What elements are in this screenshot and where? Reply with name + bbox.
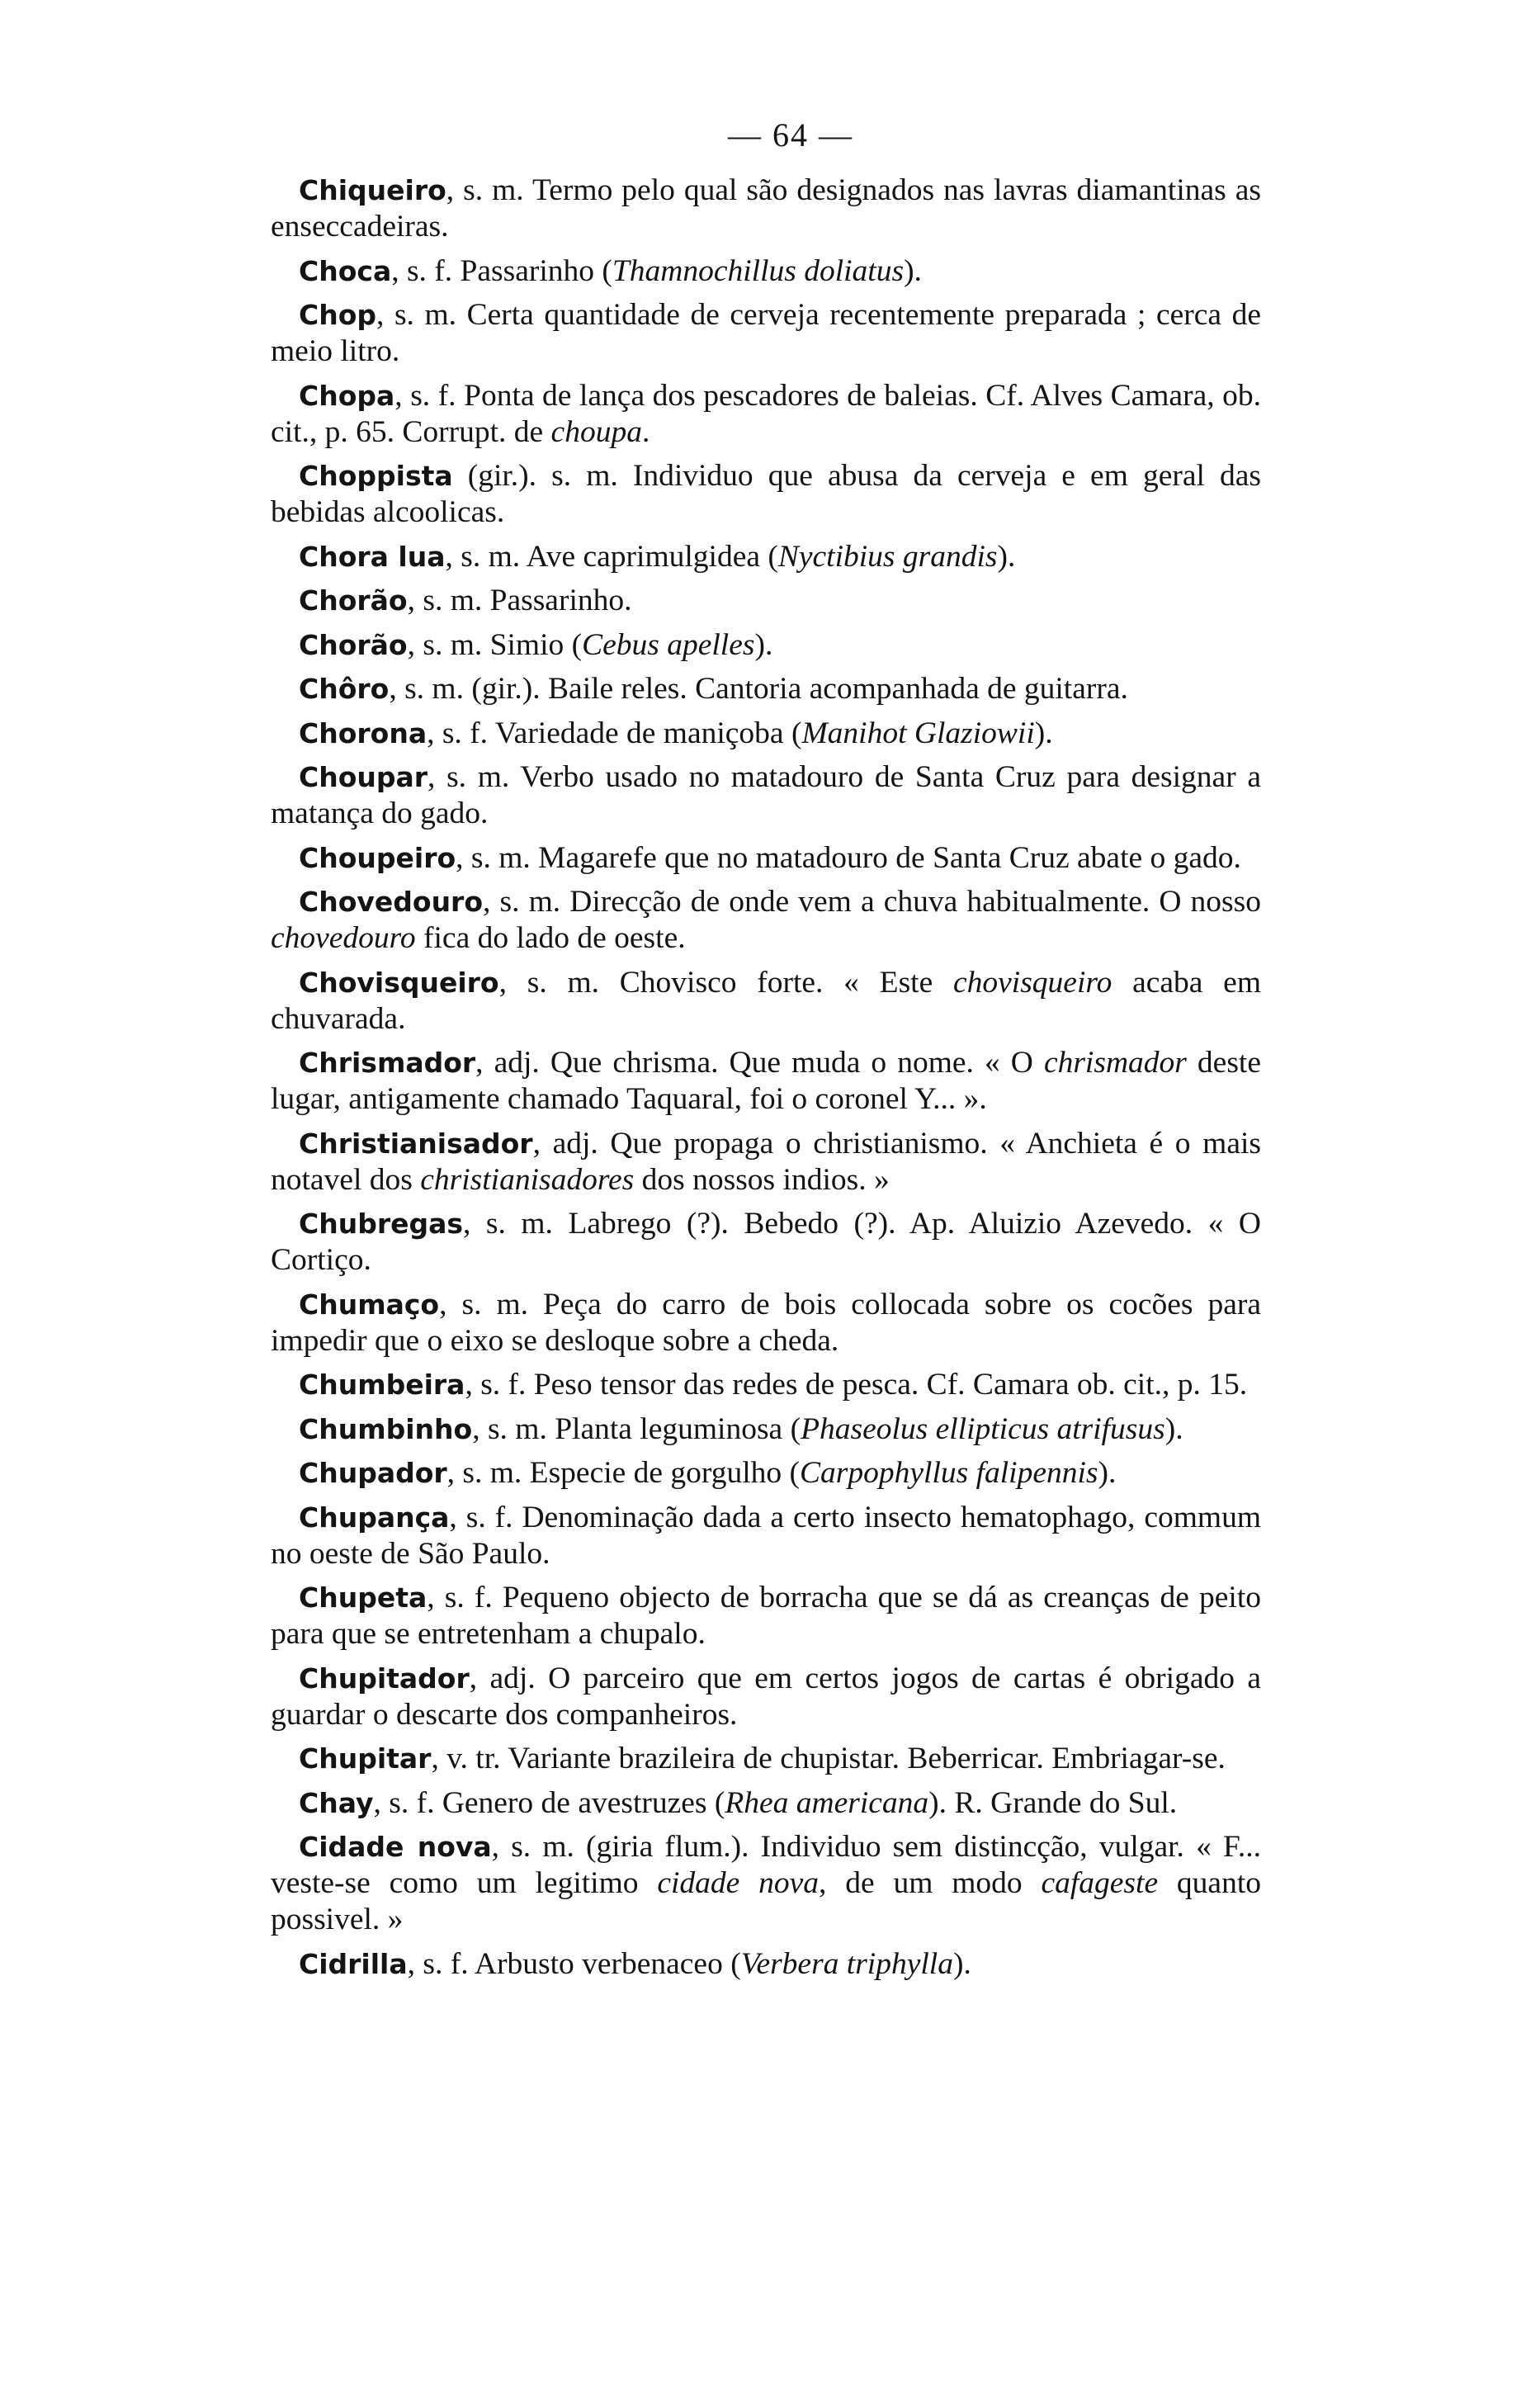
entry-text: fica do lado de oeste.	[415, 921, 686, 955]
entry-italic-text: Cebus apelles	[582, 627, 755, 662]
entry-text: ). R. Grande do Sul.	[928, 1785, 1178, 1820]
entry-text: ).	[754, 627, 773, 662]
entry-italic-text: Verbera triphylla	[740, 1946, 953, 1981]
entry-headword: Christianisador	[299, 1127, 533, 1160]
dictionary-entry	[271, 1829, 1261, 1938]
dictionary-entry	[271, 173, 1261, 245]
dictionary-entry	[271, 378, 1261, 451]
entry-text: acaba em chuvarada.	[271, 965, 1261, 1036]
dictionary-entry	[271, 1785, 1261, 1822]
entry-text: .	[641, 414, 650, 449]
entry-text: , s. m. Direcção de onde vem a chuva habitualmente. O nosso	[483, 885, 1261, 919]
dictionary-entry	[271, 627, 1261, 664]
entry-text: ).	[997, 539, 1016, 574]
entry-italic-text: Nyctibius grandis	[777, 539, 998, 574]
dictionary-entry	[271, 1287, 1261, 1359]
entry-text: ).	[952, 1946, 971, 1981]
entry-text: , s. m. Passarinho.	[407, 584, 632, 617]
entry-headword: Chupeta	[299, 1581, 428, 1614]
entry-text: , s. f. Peso tensor das redes de pesca. Cf. Camara ob. cit., p. 15.	[465, 1368, 1248, 1402]
entry-text: , s. f. Passarinho (	[391, 253, 612, 288]
entry-text: ).	[1034, 716, 1053, 750]
entry-italic-text: Carpophyllus falipennis	[800, 1456, 1098, 1490]
page-number: — 64 —	[728, 116, 853, 154]
entry-list	[271, 173, 1261, 1983]
entry-text: quanto possivel. »	[271, 1866, 1261, 1936]
entry-headword: Chorona	[299, 716, 428, 749]
entry-text: deste lugar, antigamente chamado Taquaral, foi o coronel Y... ».	[271, 1046, 1261, 1116]
entry-italic-text: chovedouro	[271, 921, 416, 955]
dictionary-entry	[271, 458, 1261, 531]
entry-text: , s. f. Denominação dada a certo insecto hematophago, commum no oeste de São Paulo.	[271, 1500, 1261, 1571]
entry-headword: Chupança	[299, 1501, 450, 1534]
entry-text: (gir.). s. m. Individuo que abusa da cerveja e em geral das bebidas alcoolicas.	[271, 459, 1261, 529]
entry-italic-text: choupa	[550, 414, 642, 449]
entry-text: , v. tr. Variante brazileira de chupistar. Beberricar. Embriagar-se.	[431, 1742, 1226, 1775]
entry-text: , adj. Que propaga o christianismo. « Anchieta é o mais notavel dos	[271, 1126, 1261, 1197]
dictionary-entry	[271, 583, 1261, 619]
entry-text: , s. m. Termo pelo qual são designados nas lavras diamantinas as enseccadeiras.	[271, 173, 1261, 243]
entry-text: , s. m. Verbo usado no matadouro de Santa Cruz para designar a matança do gado.	[271, 760, 1261, 830]
dictionary-entry	[271, 1500, 1261, 1572]
dictionary-entry	[271, 1580, 1261, 1652]
entry-headword: Chrismador	[299, 1047, 476, 1079]
dictionary-entry	[271, 716, 1261, 752]
dictionary-entry	[271, 1367, 1261, 1403]
entry-headword: Chop	[299, 299, 377, 331]
entry-headword: Chay	[299, 1786, 374, 1819]
entry-text: , s. m. Certa quantidade de cerveja recentemente preparada ; cerca de meio litro.	[271, 298, 1261, 368]
entry-text: , s. f. Ponta de lança dos pescadores de baleias. Cf. Alves Camara, ob. cit., p. 65. Corrupt. de	[271, 378, 1261, 449]
entry-text: dos nossos indios. »	[634, 1162, 890, 1197]
entry-headword: Chupador	[299, 1457, 447, 1489]
entry-headword: Chiqueiro	[299, 174, 446, 206]
entry-headword: Chupitar	[299, 1742, 432, 1775]
dictionary-entry	[271, 1411, 1261, 1448]
entry-text: , s. m. Peça do carro de bois collocada sobre os cocões para impedir que o eixo se desloque sobre a cheda.	[271, 1287, 1261, 1358]
entry-headword: Chumaço	[299, 1288, 440, 1321]
entry-italic-text: christianisadores	[420, 1162, 635, 1197]
entry-text: , s. f. Pequeno objecto de borracha que se dá as creanças de peito para que se entretenham a chupalo.	[271, 1581, 1261, 1651]
entry-headword: Cidade nova	[299, 1831, 492, 1863]
dictionary-entry	[271, 1206, 1261, 1279]
entry-headword: Chorão	[299, 628, 408, 661]
dictionary-entry	[271, 1661, 1261, 1733]
entry-headword: Chôro	[299, 673, 390, 705]
entry-text: , s. m. Planta leguminosa (	[472, 1411, 801, 1446]
entry-text: , s. m. (gir.). Baile reles. Cantoria acompanhada de guitarra.	[389, 672, 1128, 706]
entry-text: , de um modo	[819, 1866, 1042, 1900]
dictionary-entry	[271, 253, 1261, 290]
entry-text: ).	[1164, 1411, 1183, 1446]
dictionary-page	[271, 116, 1261, 1990]
entry-headword: Chopa	[299, 379, 395, 412]
entry-italic-text: Thamnochillus doliatus	[612, 253, 905, 288]
dictionary-entry	[271, 759, 1261, 832]
entry-text: , s. m. Magarefe que no matadouro de Santa Cruz abate o gado.	[456, 840, 1241, 875]
entry-text: ).	[1098, 1456, 1117, 1490]
entry-text: , s. f. Arbusto verbenaceo (	[407, 1946, 741, 1981]
dictionary-entry	[271, 1946, 1261, 1983]
dictionary-entry	[271, 297, 1261, 370]
entry-italic-text: chrismador	[1043, 1046, 1187, 1080]
dictionary-entry	[271, 539, 1261, 575]
entry-headword: Choupar	[299, 761, 428, 793]
entry-text: , s. f. Variedade de maniçoba (	[427, 716, 802, 750]
entry-headword: Choca	[299, 254, 392, 287]
dictionary-entry	[271, 840, 1261, 877]
dictionary-entry	[271, 1455, 1261, 1491]
entry-text: , adj. O parceiro que em certos jogos de cartas é obrigado a guardar o descarte dos companheiros.	[271, 1661, 1261, 1732]
entry-text: , s. m. Labrego (?). Bebedo (?). Ap. Aluizio Azevedo. « O Cortiço.	[271, 1207, 1261, 1277]
dictionary-entry	[271, 1045, 1261, 1118]
dictionary-entry	[271, 884, 1261, 957]
entry-headword: Cidrilla	[299, 1947, 408, 1980]
entry-headword: Chupitador	[299, 1662, 470, 1695]
dictionary-entry	[271, 1126, 1261, 1198]
entry-italic-text: Phaseolus ellipticus atrifusus	[801, 1411, 1165, 1446]
entry-text: , s. m. (giria flum.). Individuo sem distincção, vulgar. « F... veste-se como um legitimo	[271, 1830, 1261, 1900]
entry-headword: Chovedouro	[299, 886, 484, 918]
entry-text: ).	[904, 253, 922, 288]
entry-text: , adj. Que chrisma. Que muda o nome. « O	[475, 1046, 1044, 1080]
entry-headword: Choppista	[299, 460, 453, 492]
entry-headword: Choupeiro	[299, 841, 456, 874]
entry-italic-text: cafageste	[1041, 1866, 1159, 1900]
entry-text: , s. m. Especie de gorgulho (	[446, 1456, 801, 1490]
entry-text: , s. m. Ave caprimulgidea (	[445, 539, 778, 574]
entry-headword: Chovisqueiro	[299, 966, 499, 999]
entry-italic-text: cidade nova	[657, 1866, 820, 1900]
dictionary-entry	[271, 965, 1261, 1038]
entry-text: , s. m. Simio (	[407, 627, 583, 662]
entry-headword: Chumbeira	[299, 1369, 465, 1401]
entry-italic-text: Rhea americana	[725, 1785, 929, 1820]
entry-text: , s. m. Chovisco forte. « Este	[498, 965, 953, 1000]
entry-headword: Chumbinho	[299, 1412, 473, 1445]
entry-headword: Chubregas	[299, 1208, 464, 1240]
entry-headword: Chorão	[299, 584, 408, 617]
entry-italic-text: Manihot Glaziowii	[801, 716, 1035, 750]
entry-headword: Chora lua	[299, 540, 446, 573]
dictionary-entry	[271, 671, 1261, 707]
entry-text: , s. f. Genero de avestruzes (	[373, 1785, 725, 1820]
dictionary-entry	[271, 1741, 1261, 1777]
entry-italic-text: chovisqueiro	[953, 965, 1112, 1000]
